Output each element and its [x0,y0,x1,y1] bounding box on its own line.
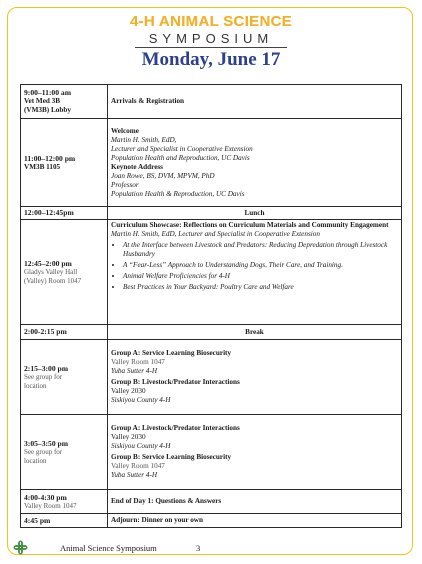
table-row [21,490,402,514]
presenter-label: Martin H. Smith, EdD, Lecturer and Specialist in Cooperative Extension [111,230,320,238]
page-date: Monday, June 17 [141,49,281,70]
event-label: Break [245,327,264,336]
speaker-title: Lecturer and Specialist in Cooperative Extension [111,144,253,153]
table-row [21,85,402,119]
group-a-county: Siskiyou County 4-H [111,442,171,450]
table-row [21,514,402,528]
footer-title: Animal Science Symposium [60,543,157,553]
group-a-title: Group A: Service Learning Biosecurity [111,349,232,357]
event-label: End of Day 1: Questions & Answers [111,497,222,505]
time-label: 12:00–12:45pm [24,208,74,217]
event-cell [108,85,402,119]
table-row [21,207,402,220]
speaker-dept: Population Health and Reproduction, UC Davis [111,153,250,162]
subtitle-rule [135,47,287,48]
event-label: Curriculum Showcase: Reflections on Curriculum Materials and Community Engagement [111,221,389,229]
list-item: • Animal Welfare Proficiencies for 4-H [123,272,398,281]
group-a-room: Valley Room 1047 [111,358,165,366]
event-title: 4-H ANIMAL SCIENCE [129,13,293,30]
event-cell [108,325,402,340]
speaker-name: Joan Rowe, BS, DVM, MPVM, PhD [111,171,215,180]
event-cell [108,340,402,415]
time-cell [21,119,108,207]
time-label: 2:00-2:15 pm [24,327,67,336]
time-cell [21,514,108,528]
time-label: 9:00–11:00 am [24,88,72,97]
event-cell [108,119,402,207]
location-note: See group for [24,372,63,381]
session-list [111,241,398,292]
time-label: 4:00-4:30 pm [24,492,67,502]
event-cell [108,490,402,514]
location-label: VM3B 1105 [24,162,61,171]
speaker-title: Professor [111,180,139,189]
location-label: (Valley) Room 1047 [24,276,82,285]
list-item: • Best Practices in Your Backyard: Poultry Care and Welfare [123,283,398,292]
list-item: • At the Interface between Livestock and Predators: Reducing Depredation through Livestock Husbandry [123,241,398,259]
location-label: Vet Med 3B [24,97,61,105]
time-label: 2:15–3:00 pm [24,363,69,373]
time-cell [21,325,108,340]
group-b-county: Yuba Sutter 4-H [111,471,158,479]
group-b-county: Siskiyou County 4-H [111,396,171,404]
time-cell [21,340,108,415]
table-row [21,415,402,490]
speaker-name: Martin H. Smith, EdD, [111,135,177,144]
event-label: Adjourn: Dinner on your own [111,516,203,524]
table-row [21,325,402,340]
location-note: See group for [24,447,63,456]
group-b-title: Group B: Service Learning Biosecurity [111,453,232,461]
time-cell [21,85,108,119]
group-b-room: Valley Room 1047 [111,462,165,470]
schedule-table [20,84,402,528]
location-label: (VM3B) Lobby [24,106,71,114]
event-label: Welcome [111,126,139,135]
time-cell [21,415,108,490]
clover-icon [13,540,28,555]
group-b-room: Valley 2030 [111,387,146,395]
location-label: Valley Room 1047 [24,501,77,510]
table-row [21,340,402,415]
location-label: Gladys Valley Hall [24,267,78,276]
group-a-county: Yuba Sutter 4-H [111,367,158,375]
header [0,14,422,71]
event-cell [108,220,402,325]
list-item: • A “Fear-Less” Approach to Understanding Dogs, Their Care, and Training. [123,261,398,270]
event-cell [108,415,402,490]
event-cell [108,207,402,220]
event-cell [108,514,402,528]
group-a-title: Group A: Livestock/Predator Interactions [111,424,240,432]
group-b-title: Group B: Livestock/Predator Interactions [111,378,240,386]
table-row [21,220,402,325]
time-label: 11:00–12:00 pm [24,153,76,163]
time-cell [21,490,108,514]
location-note: location [24,381,47,390]
event-label: Arrivals & Registration [111,97,185,105]
event-label: Keynote Address [111,162,163,171]
time-cell [21,207,108,220]
page-number: 3 [196,543,201,553]
time-label: 4:45 pm [24,515,51,525]
table-row [21,119,402,207]
event-label: Lunch [244,208,265,217]
group-a-room: Valley 2030 [111,433,146,441]
speaker-dept: Population Health & Reproduction, UC Davis [111,189,245,198]
time-label: 12:45–2:00 pm [24,258,72,268]
location-note: location [24,456,47,465]
event-subtitle: SYMPOSIUM [148,31,274,46]
time-label: 3:05–3:50 pm [24,438,69,448]
time-cell [21,220,108,325]
